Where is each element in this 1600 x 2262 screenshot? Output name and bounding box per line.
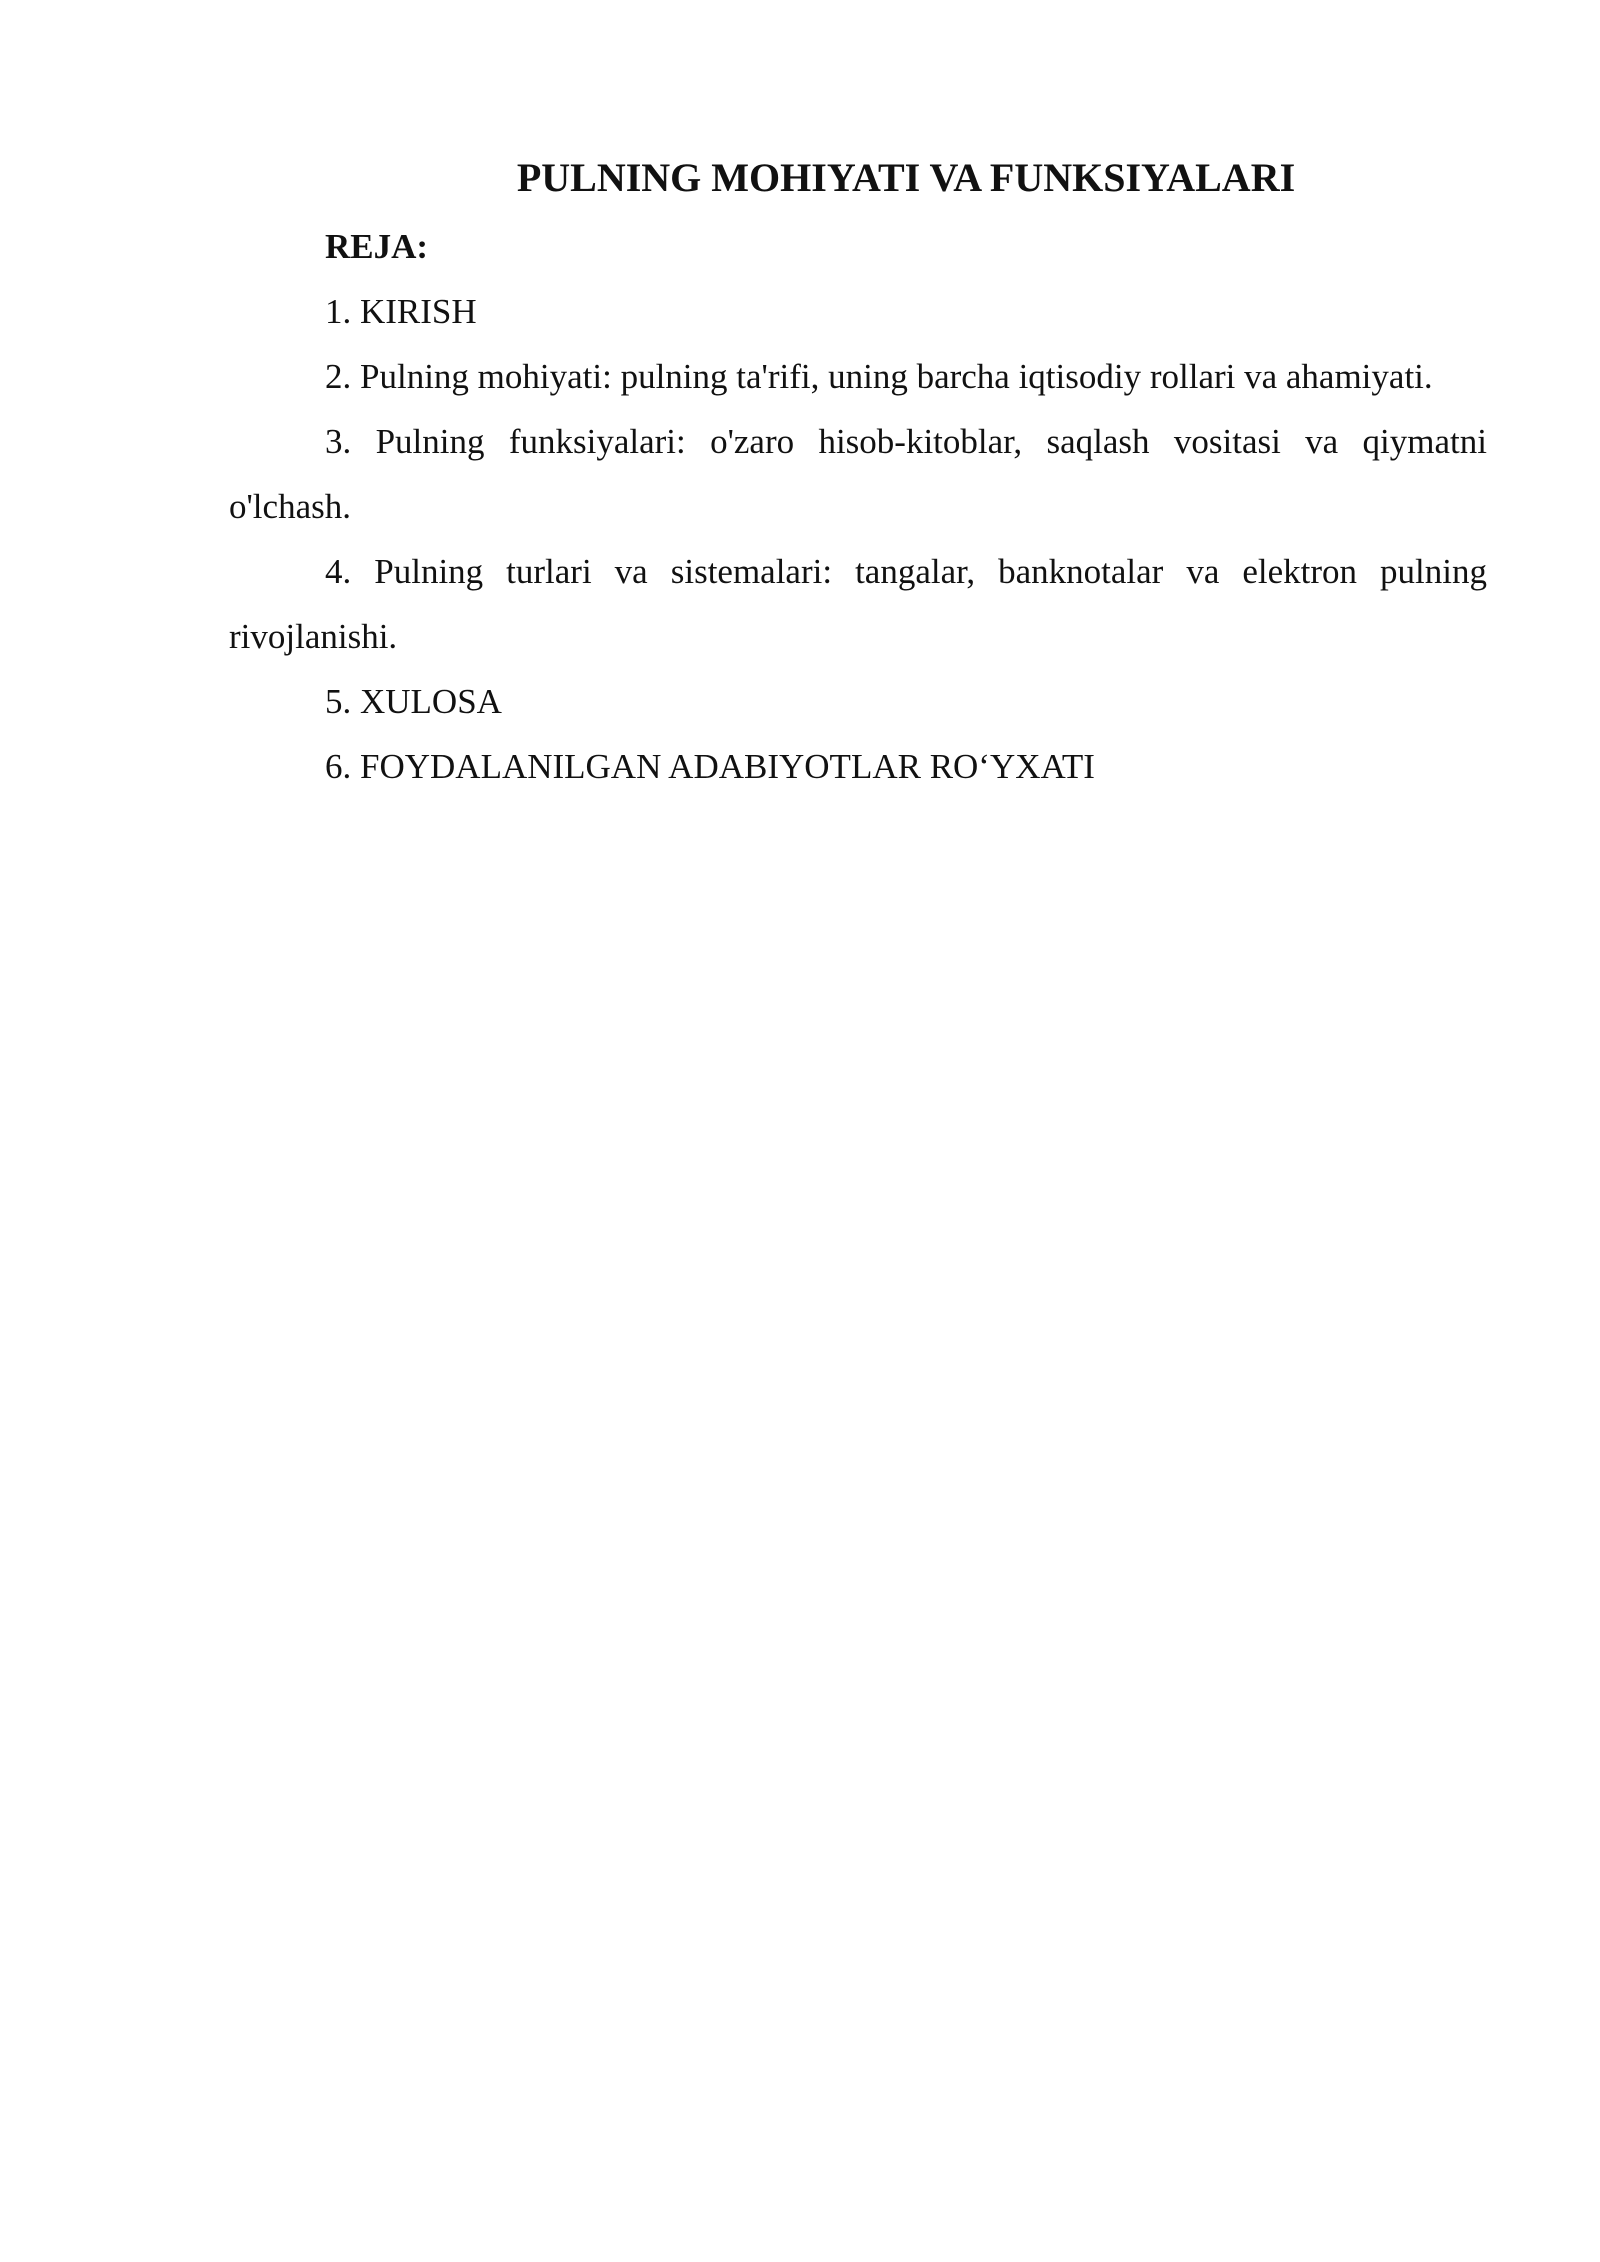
plan-item-types-of-money: 4. Pulning turlari va sistemalari: tangalar, banknotalar va elektron pulning rivojlanishi. (229, 552, 1487, 656)
page-content (229, 150, 1487, 799)
plan-list (229, 279, 1487, 799)
document-title: PULNING MOHIYATI VA FUNKSIYALARI (516, 155, 1296, 200)
plan-item-conclusion: 5. XULOSA (325, 682, 502, 721)
plan-item-introduction: 1. KIRISH (325, 292, 477, 331)
plan-heading: REJA: (325, 227, 429, 266)
plan-item-essence-of-money: 2. Pulning mohiyati: pulning ta'rifi, uning barcha iqtisodiy rollari va ahamiyati. (325, 357, 1433, 396)
plan-item-references: 6. FOYDALANILGAN ADABIYOTLAR RO‘YXATI (325, 747, 1095, 786)
plan-item-functions-of-money: 3. Pulning funksiyalari: o'zaro hisob-kitoblar, saqlash vositasi va qiymatni o'lchash. (229, 422, 1487, 526)
